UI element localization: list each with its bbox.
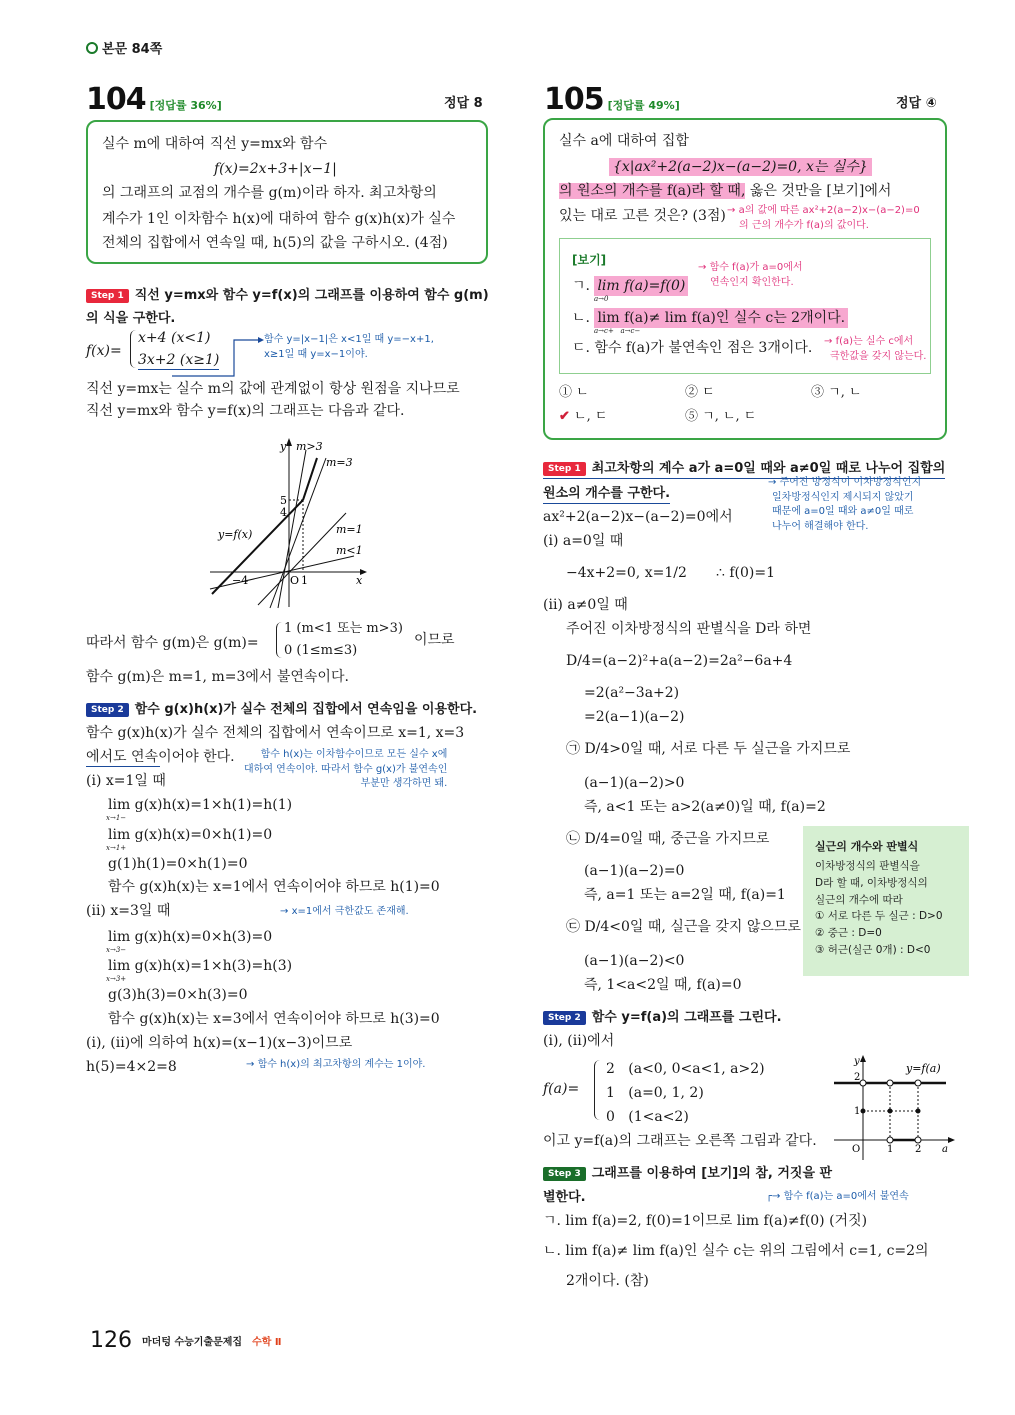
math-line: (a−1)(a−2)<0 <box>584 953 685 969</box>
graph-fx-lines <box>200 432 400 612</box>
tip-line: D라 할 때, 이차방정식의 <box>815 876 928 889</box>
answer-label: 정답 ④ <box>896 96 937 111</box>
choice-label: ㄴ, ㄷ <box>574 409 608 424</box>
note-line: 극한값을 갖지 않는다. <box>830 350 927 362</box>
math-line: =2(a²−3a+2) <box>584 685 680 701</box>
item-text: lim f(a)=f(0) <box>594 276 688 296</box>
problem-line: 의 그래프의 교점의 개수를 g(m)이라 하자. 최고차항의 <box>102 185 437 201</box>
lim-sub: x→3− <box>106 946 127 954</box>
tip-body <box>815 858 943 959</box>
problem-line: 전체의 집합에서 연속일 때, h(5)의 값을 구하시오. (4점) <box>102 235 448 251</box>
tip-line: ① 서로 다른 두 실근 : D>0 <box>815 910 943 923</box>
circle-icon <box>86 42 98 54</box>
tip-line: ③ 허근(실근 0개) : D<0 <box>815 943 931 956</box>
checkmark-icon: ✔ <box>559 409 570 424</box>
math-line: −4x+2=0, x=1/2 <box>566 565 687 581</box>
lim-sub: x→3+ <box>106 975 127 983</box>
text-line: 함수 g(m)은 m=1, m=3에서 불연속이다. <box>86 669 349 685</box>
note-line: 함수 f(a)는 a=0에서 불연속 <box>783 1191 909 1202</box>
note-line: 부분만 생각하면 돼. <box>360 778 448 789</box>
step-title: 그래프를 이용하여 [보기]의 참, 거짓을 판 <box>591 1166 833 1181</box>
gm-case: 1 (m<1 또는 m>3) <box>284 621 403 636</box>
svg-text:5: 5 <box>280 494 287 507</box>
problem-line: 있는 대로 고른 것은? (3점) <box>559 208 726 224</box>
note-line: f(a)는 실수 c에서 <box>835 336 914 347</box>
q104-header <box>86 82 222 117</box>
math-line: lim g(x)h(x)=1×h(3)=h(3) <box>108 958 293 974</box>
step-title: 최고차항의 계수 a가 a=0일 때와 a≠0일 때로 나누어 집합의 <box>591 461 946 476</box>
math-line: =2(a−1)(a−2) <box>584 709 685 725</box>
step-title: 함수 g(x)h(x)가 실수 전체의 집합에서 연속임을 이용한다. <box>134 702 478 717</box>
note-equation-type: → 주어진 방정식이 이차방정식인지 일차방정식인지 제시되지 않았기 때문에 a=0일 때와 a≠0일 때로 나누어 해결해야 한다. <box>768 476 921 534</box>
correct-rate: [정답률 49%] <box>607 99 680 112</box>
correct-rate: [정답률 36%] <box>149 99 222 112</box>
note-line: 함수 h(x)는 이차함수이므로 모든 실수 x에 <box>260 749 448 760</box>
note-discontinuous: ┌→ 함수 f(a)는 a=0에서 불연속 <box>766 1191 909 1202</box>
svg-text:y: y <box>280 440 287 453</box>
math-line: (a−1)(a−2)>0 <box>584 775 685 791</box>
brace <box>130 330 137 368</box>
fx-case: 3x+2 (x≥1) <box>138 352 220 368</box>
final-answer-line: h(5)=4×2=8 <box>86 1059 177 1075</box>
svg-text:m=3: m=3 <box>326 456 353 469</box>
choice-5[interactable]: ⑤ ㄱ, ㄴ, ㄷ <box>685 409 757 424</box>
tip-line: 실근의 개수에 따라 <box>815 893 903 906</box>
tip-box <box>803 826 969 976</box>
note-line: 일차방정식인지 제시되지 않았기 <box>772 491 914 503</box>
judgement-line: ㄴ. lim f(a)≠ lim f(a)인 실수 c는 위의 그림에서 c=1, c=2의 <box>543 1243 929 1259</box>
step-title-cont: 별한다. <box>543 1190 586 1205</box>
q105-step2-title <box>543 1006 782 1025</box>
math-line: 함수 g(x)h(x)는 x=3에서 연속이어야 하므로 h(3)=0 <box>108 1011 440 1027</box>
svg-text:x: x <box>356 574 363 587</box>
svg-text:a: a <box>942 1144 948 1155</box>
note-line: 나누어 해결해야 한다. <box>772 520 869 532</box>
math-line: g(3)h(3)=0×h(3)=0 <box>108 987 248 1003</box>
boggi-title: [보기] <box>572 253 607 267</box>
math-line: (a−1)(a−2)=0 <box>584 863 685 879</box>
subject-label: 수학 Ⅱ <box>252 1337 282 1348</box>
arrow-connector <box>170 336 266 378</box>
item-mark: ㄱ. <box>572 278 590 294</box>
svg-text:1: 1 <box>854 1106 861 1117</box>
text-line: (i), (ii)에 의하여 h(x)=(x−1)(x−3)이므로 <box>86 1035 353 1051</box>
footer <box>90 1328 281 1353</box>
text-line: (i), (ii)에서 <box>543 1033 615 1049</box>
math-line: D/4=(a−2)²+a(a−2)=2a²−6a+4 <box>566 653 793 669</box>
step-title-cont: 원소의 개수를 구한다. <box>543 482 670 504</box>
fa-label: f(a)= <box>543 1081 580 1097</box>
math-line: ax²+2(a−2)x−(a−2)=0에서 <box>543 509 733 525</box>
breadcrumb <box>86 38 162 57</box>
graph-fa-step <box>830 1052 960 1162</box>
case-label: (i) x=1일 때 <box>86 773 166 789</box>
math-line: lim g(x)h(x)=1×h(1)=h(1) <box>108 797 293 813</box>
item-mark: ㄷ. <box>572 340 590 356</box>
fx-label: f(x)= <box>86 343 122 359</box>
lim-sub: x→1+ <box>106 844 127 852</box>
case-label: (ii) a≠0일 때 <box>543 597 628 613</box>
math-line: 즉, a=1 또는 a=2일 때, f(a)=1 <box>584 887 786 903</box>
note-line: a의 값에 따른 ax²+2(a−2)x−(a−2)=0 <box>738 205 920 216</box>
step-badge: Step 1 <box>86 289 129 303</box>
svg-text:2: 2 <box>854 1072 861 1083</box>
svg-text:4: 4 <box>280 506 287 519</box>
gm-case: 0 (1≤m≤3) <box>284 643 358 658</box>
q104-problem-box <box>86 120 488 264</box>
math-line: ∴ f(0)=1 <box>716 565 776 581</box>
case-b: ㉡ D/4=0일 때, 중근을 가지므로 <box>566 831 770 847</box>
text-line: 직선 y=mx는 실수 m의 값에 관계없이 항상 원점을 지나므로 <box>86 381 460 397</box>
item-text: lim f(a)≠ lim f(a)인 실수 c는 2개이다. <box>594 308 848 328</box>
book-title: 마더텅 수능기출문제집 <box>142 1337 243 1348</box>
text-line: 이고 y=f(a)의 그래프는 오른쪽 그림과 같다. <box>543 1133 817 1149</box>
problem-line: 계수가 1인 이차함수 h(x)에 대하여 함수 g(x)h(x)가 실수 <box>102 211 456 227</box>
brace <box>594 1060 601 1120</box>
case-c: ㉢ D/4<0일 때, 실근을 갖지 않으므로 <box>566 919 801 935</box>
problem-line <box>559 184 891 198</box>
problem-line: 실수 a에 대하여 집합 <box>559 133 689 149</box>
problem-number: 105 <box>544 82 604 117</box>
page-number: 126 <box>90 1328 132 1353</box>
q105-step3-title <box>543 1162 832 1181</box>
case-a: ㉠ D/4>0일 때, 서로 다른 두 실근을 가지므로 <box>566 741 851 757</box>
svg-text:y=f(x): y=f(x) <box>218 528 253 541</box>
boggi-item-1 <box>572 279 688 293</box>
step-badge: Step 2 <box>543 1011 586 1025</box>
svg-text:−4: −4 <box>232 574 249 587</box>
note-line: 연속인지 확인한다. <box>710 276 794 288</box>
q105-header <box>544 82 680 117</box>
item-text: 함수 f(a)가 불연속인 점은 3개이다. <box>594 340 813 356</box>
item-mark: ㄴ. <box>572 310 590 326</box>
highlighted-text: 의 원소의 개수를 f(a)라 할 때, <box>559 183 746 199</box>
problem-number: 104 <box>86 82 146 117</box>
math-line: 함수 g(x)h(x)는 x=1에서 연속이어야 하므로 h(1)=0 <box>108 879 440 895</box>
case-label: (i) a=0일 때 <box>543 533 624 549</box>
note-continuity-check: → 함수 f(a)가 a=0에서 연속인지 확인한다. <box>698 261 803 290</box>
step-badge: Step 2 <box>86 703 129 717</box>
note-line: 의 근의 개수가 f(a)의 값이다. <box>739 219 869 231</box>
tip-line: ② 중근 : D=0 <box>815 927 882 940</box>
note-abs-value <box>264 333 434 362</box>
lim-sub: x→1− <box>106 814 127 822</box>
note-line: x=1에서 극한값도 존재해. <box>291 906 409 917</box>
note-line: 대하여 연속이야. 따라서 함수 g(x)가 불연속인 <box>244 763 448 775</box>
svg-text:O: O <box>290 574 300 587</box>
text-line: 에서도 연속이어야 한다. <box>86 749 235 765</box>
fa-case: 2 (a<0, 0<a<1, a>2) <box>606 1061 765 1077</box>
step-badge: Step 3 <box>543 1167 586 1181</box>
judgement-line: 2개이다. (참) <box>566 1273 649 1289</box>
svg-text:O: O <box>852 1144 861 1155</box>
judgement-line: ㄱ. lim f(a)=2, f(0)=1이므로 lim f(a)≠f(0) (거짓) <box>543 1213 868 1229</box>
note-line: 때문에 a=0일 때와 a≠0일 때로 <box>772 506 914 517</box>
svg-text:2: 2 <box>915 1144 922 1155</box>
problem-text: 옳은 것만을 [보기]에서 <box>745 183 892 199</box>
note-limit-dne: → f(a)는 실수 c에서 극한값을 갖지 않는다. <box>824 335 926 364</box>
boggi-item-2 <box>572 311 848 325</box>
q105-problem-box <box>543 118 947 440</box>
brace <box>276 622 283 658</box>
boggi-box <box>559 238 931 374</box>
step-title-cont: 의 식을 구한다. <box>86 311 176 326</box>
case-label: (ii) x=3일 때 <box>86 903 171 919</box>
svg-text:1: 1 <box>887 1144 894 1155</box>
gm-prefix: 따라서 함수 g(m)은 g(m)= <box>86 635 259 651</box>
math-line: 즉, a<1 또는 a>2(a≠0)일 때, f(a)=2 <box>584 799 826 815</box>
choice-1[interactable]: ① ㄴ <box>559 385 589 400</box>
gm-suffix: 이므로 <box>414 632 455 648</box>
note-continuity <box>244 748 447 792</box>
text-line: 함수 g(x)h(x)가 실수 전체의 집합에서 연속이므로 x=1, x=3 <box>86 725 465 741</box>
choice-2[interactable]: ② ㄷ <box>685 385 715 400</box>
note-limit: → x=1에서 극한값도 존재해. <box>280 906 409 917</box>
step-badge: Step 1 <box>543 462 586 476</box>
note-root-count: → a의 값에 따른 ax²+2(a−2)x−(a−2)=0 의 근의 개수가 f(a)의 값이다. <box>727 204 920 233</box>
math-line: lim g(x)h(x)=0×h(3)=0 <box>108 929 273 945</box>
q104-step1-title <box>86 284 489 303</box>
tip-title: 실근의 개수와 판별식 <box>815 840 919 853</box>
note-line: 함수 h(x)의 최고차항의 계수는 1이야. <box>257 1059 426 1070</box>
svg-text:m<1: m<1 <box>336 544 363 557</box>
text-line: 주어진 이차방정식의 판별식을 D라 하면 <box>566 621 812 637</box>
answer-label: 정답 8 <box>444 96 483 111</box>
step-title: 직선 y=mx와 함수 y=f(x)의 그래프를 이용하여 함수 g(m) <box>134 288 489 303</box>
note-line: 주어진 방정식이 이차방정식인지 <box>779 477 922 488</box>
lim-sub: a→c+ a→c− <box>594 327 641 335</box>
lim-sub: a→0 <box>594 295 609 303</box>
svg-text:1: 1 <box>301 574 308 587</box>
svg-text:m=1: m=1 <box>336 523 363 536</box>
fa-case: 0 (1<a<2) <box>606 1109 689 1125</box>
text-line: 직선 y=mx와 함수 y=f(x)의 그래프는 다음과 같다. <box>86 403 405 419</box>
q104-step2-title <box>86 698 477 717</box>
note-leading-coef: → 함수 h(x)의 최고차항의 계수는 1이야. <box>246 1059 426 1070</box>
note-line: 함수 f(a)가 a=0에서 <box>709 262 803 273</box>
note-line: x≥1일 때 y=x−1이야. <box>264 348 368 360</box>
problem-formula: f(x)=2x+3+|x−1| <box>214 161 337 177</box>
choice-4[interactable] <box>559 410 607 423</box>
note-line: 함수 y=|x−1|은 x<1일 때 y=−x+1, <box>264 334 434 345</box>
choice-3[interactable]: ③ ㄱ, ㄴ <box>811 385 862 400</box>
svg-text:m>3: m>3 <box>296 440 323 453</box>
fx-case: x+4 (x<1) <box>138 330 211 346</box>
svg-text:y: y <box>854 1056 860 1067</box>
math-line: 즉, 1<a<2일 때, f(a)=0 <box>584 977 742 993</box>
breadcrumb-text: 본문 84쪽 <box>102 42 163 57</box>
problem-line: 실수 m에 대하여 직선 y=mx와 함수 <box>102 136 328 152</box>
set-definition: {x|ax²+2(a−2)x−(a−2)=0, x는 실수} <box>609 158 872 176</box>
math-line: g(1)h(1)=0×h(1)=0 <box>108 856 248 872</box>
step-title: 함수 y=f(a)의 그래프를 그린다. <box>591 1010 782 1025</box>
math-line: lim g(x)h(x)=0×h(1)=0 <box>108 827 273 843</box>
tip-line: 이차방정식의 판별식을 <box>815 860 920 872</box>
boggi-item-3 <box>572 341 812 355</box>
svg-text:y=f(a): y=f(a) <box>906 1062 941 1075</box>
fa-case: 1 (a=0, 1, 2) <box>606 1085 704 1101</box>
